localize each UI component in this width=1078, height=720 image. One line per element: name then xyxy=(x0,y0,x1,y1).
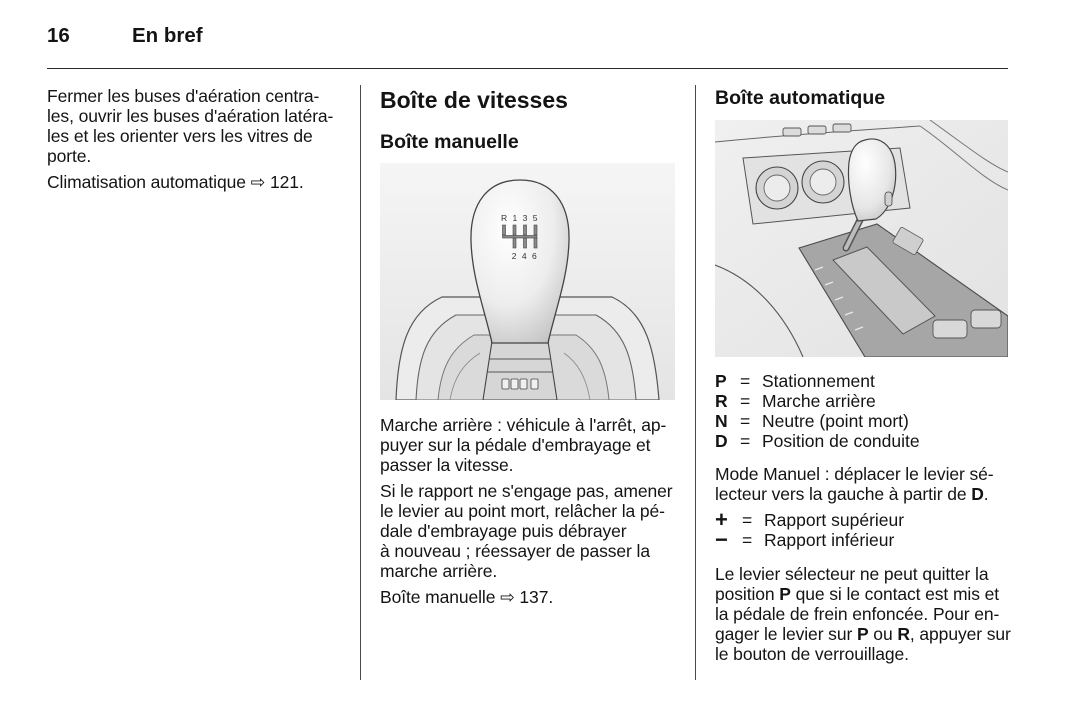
paragraph xyxy=(47,86,352,166)
column-divider-1 xyxy=(360,85,361,680)
text-line: Climatisation automatique ⇨ 121. xyxy=(47,172,304,192)
text-run: ou xyxy=(868,624,898,644)
lock-button xyxy=(885,192,892,206)
manual-gearbox-text xyxy=(380,415,690,607)
gear-knob-collar xyxy=(483,341,557,400)
bold-text-run: R xyxy=(897,624,910,644)
text-line: Mode Manuel : déplacer le levier sé- xyxy=(715,464,994,484)
automatic-selector-illustration xyxy=(715,120,1008,357)
header-rule xyxy=(47,68,1008,69)
paragraph xyxy=(380,415,690,475)
text-line: Marche arrière : véhicule à l'arrêt, ap- xyxy=(380,415,667,435)
text-line: Boîte manuelle ⇨ 137. xyxy=(380,587,554,607)
column-divider-2 xyxy=(695,85,696,680)
text-run: . xyxy=(983,484,989,504)
definition-label: Marche arrière xyxy=(762,391,876,411)
text-line: Le levier sélecteur ne peut quitter la xyxy=(715,564,989,584)
definition-label: Stationnement xyxy=(762,371,875,391)
selector-lock-text xyxy=(715,564,1025,664)
paragraph xyxy=(47,172,352,192)
manual-gearbox-figure xyxy=(380,163,675,400)
definition-label: Neutre (point mort) xyxy=(762,411,909,431)
section-title: En bref xyxy=(132,24,203,47)
paragraph xyxy=(715,564,1025,664)
manual-gearbox-subheading: Boîte manuelle xyxy=(380,131,519,153)
collar-band xyxy=(502,379,538,389)
definition-row xyxy=(715,391,1015,411)
automatic-gearbox-heading: Boîte automatique xyxy=(715,87,886,109)
gearbox-heading: Boîte de vitesses xyxy=(380,87,568,113)
text-line: Fermer les buses d'aération centra- xyxy=(47,86,320,106)
definition-key: R xyxy=(715,391,728,411)
manual-gearshift-illustration xyxy=(380,163,675,400)
text-line: à nouveau ; réessayer de passer la xyxy=(380,541,650,561)
text-line: dale d'embrayage puis débrayer xyxy=(380,521,627,541)
equals-sign: = xyxy=(742,510,753,530)
text-line: Si le rapport ne s'engage pas, amener xyxy=(380,481,673,501)
equals-sign: = xyxy=(740,431,751,451)
climate-dial xyxy=(756,167,798,209)
text-run: , appuyer sur xyxy=(909,624,1011,644)
definition-label: Rapport supérieur xyxy=(764,510,905,530)
manual-mode-text xyxy=(715,464,1025,504)
definition-row xyxy=(715,507,1015,532)
text-line: la pédale de frein enfoncée. Pour en- xyxy=(715,604,1000,624)
text-line: marche arrière. xyxy=(380,561,498,581)
text-run: gager le levier sur xyxy=(715,624,857,644)
text-line: les et les orienter vers les vitres de xyxy=(47,126,313,146)
text-run: que si le contact est mis et xyxy=(790,584,1000,604)
text-run: position xyxy=(715,584,780,604)
bold-text-run: P xyxy=(856,624,869,644)
equals-sign: = xyxy=(740,371,751,391)
definition-label: Position de conduite xyxy=(762,431,920,451)
text-line: passer la vitesse. xyxy=(380,455,514,475)
definition-row xyxy=(715,527,1015,552)
paragraph xyxy=(380,481,690,581)
text-line xyxy=(715,484,1025,504)
text-line: puyer sur la pédale d'embrayage et xyxy=(380,435,651,455)
shift-pattern-top: R 1 3 5 xyxy=(501,213,539,223)
shift-pattern-bottom: 2 4 6 xyxy=(511,251,539,261)
paragraph xyxy=(380,587,690,607)
column-1-text xyxy=(47,86,352,192)
definition-key: P xyxy=(715,371,727,391)
definition-row xyxy=(715,411,1015,431)
selector-positions-list xyxy=(715,371,1015,451)
text-line: le levier au point mort, relâcher la pé- xyxy=(380,501,665,521)
text-line: porte. xyxy=(47,146,92,166)
equals-sign: = xyxy=(740,391,751,411)
definition-key: + xyxy=(715,507,728,532)
definition-row xyxy=(715,431,1015,451)
gear-knob xyxy=(471,180,569,343)
definition-label: Rapport inférieur xyxy=(764,530,895,550)
paragraph xyxy=(715,464,1025,504)
definition-key: N xyxy=(715,411,728,431)
bold-text-run: P xyxy=(779,584,791,604)
definition-row xyxy=(715,371,1015,391)
text-line: les, ouvrir les buses d'aération latéra- xyxy=(47,106,334,126)
climate-dial xyxy=(802,161,844,203)
equals-sign: = xyxy=(740,411,751,431)
automatic-gearbox-figure xyxy=(715,120,1008,357)
text-run: lecteur vers la gauche à partir de xyxy=(715,484,972,504)
bold-text-run: D xyxy=(971,484,984,504)
page-number: 16 xyxy=(47,24,70,47)
text-line xyxy=(715,624,1025,644)
text-line: le bouton de verrouillage. xyxy=(715,644,909,664)
manual-shift-list xyxy=(715,507,1015,552)
definition-key: D xyxy=(715,431,728,451)
text-line xyxy=(715,584,1025,604)
equals-sign: = xyxy=(742,530,753,550)
definition-key: − xyxy=(715,527,728,552)
